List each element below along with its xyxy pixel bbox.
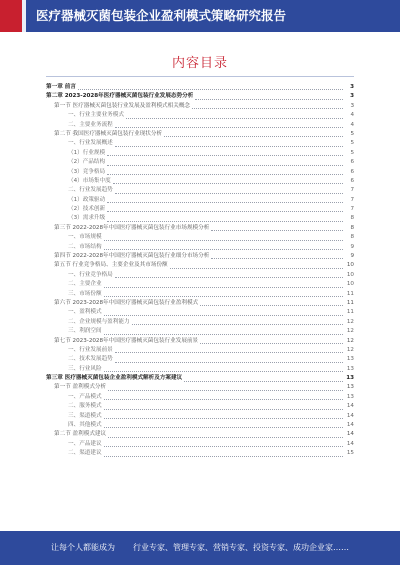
toc-entry-label: （4）市场集中度	[68, 177, 111, 184]
toc-leader-dots	[108, 389, 343, 391]
footer-item: 投资专家	[253, 543, 285, 552]
toc-entry-label: 一、产品模式	[68, 393, 102, 400]
toc-entry-page: 7	[350, 196, 354, 203]
toc-entry-label: 二、企业规模与盈利能力	[68, 318, 130, 325]
toc-leader-dots	[192, 107, 343, 109]
toc-leader-dots	[107, 201, 343, 203]
footer-item: 成功企业家……	[293, 543, 349, 552]
toc-leader-dots	[107, 173, 343, 175]
toc-entry-label: 第五节 行业竞争格局、主要企业及其市场份额	[54, 262, 168, 269]
toc-entry-page: 5	[350, 130, 354, 137]
toc-entry[interactable]	[46, 83, 354, 92]
toc-entry[interactable]	[46, 393, 354, 402]
toc-entry[interactable]	[46, 346, 354, 355]
toc-leader-dots	[115, 126, 343, 128]
toc-entry[interactable]	[46, 158, 354, 167]
toc-entry[interactable]	[46, 243, 354, 252]
toc-leader-dots	[115, 276, 343, 278]
toc-divider	[46, 76, 354, 77]
toc-entry[interactable]	[46, 224, 354, 233]
toc-entry-label: 第一章 前言	[46, 83, 76, 90]
toc-entry-page: 10	[346, 281, 354, 288]
toc-entry-label: 第一节 盈利模式分析	[54, 384, 107, 391]
toc-entry[interactable]	[46, 318, 354, 327]
toc-entry-label: 一、行业主要业务模式	[68, 112, 124, 119]
toc-leader-dots	[195, 98, 343, 100]
toc-leader-dots	[113, 182, 343, 184]
toc-entry-label: （3）竞争格局	[68, 168, 106, 175]
toc-leader-dots	[115, 192, 343, 194]
toc-entry-label: 二、市场结构	[68, 243, 102, 250]
toc-entry[interactable]	[46, 374, 354, 383]
page-footer	[0, 531, 400, 565]
toc-entry-label: 二、行业发展趋势	[68, 187, 113, 194]
toc-entry-label: 一、市场规模	[68, 234, 102, 241]
toc-leader-dots	[104, 408, 343, 410]
toc-entry[interactable]	[46, 280, 354, 289]
toc-entry[interactable]	[46, 430, 354, 439]
toc-leader-dots	[107, 164, 343, 166]
toc-leader-dots	[107, 220, 343, 222]
toc-leader-dots	[200, 304, 343, 306]
toc-entry-page: 13	[346, 356, 354, 363]
toc-entry-label: 一、行业发展概述	[68, 140, 113, 147]
toc-entry-page: 14	[346, 422, 354, 429]
toc-entry-page: 9	[350, 253, 354, 260]
toc-leader-dots	[184, 380, 343, 382]
toc-entry-label: 第三章 医疗器械灭菌包装企业盈利模式解析及方案建议	[46, 375, 183, 382]
toc-entry-page: 4	[350, 112, 354, 119]
toc-entry-label: 第一节 医疗器械灭菌包装行业发展及盈利模式相关概念	[54, 102, 191, 109]
toc-entry-page: 12	[346, 337, 354, 344]
toc-heading: 内容目录	[171, 56, 228, 71]
toc-entry[interactable]	[46, 440, 354, 449]
toc-leader-dots	[104, 314, 343, 316]
toc-entry-label: 第二章 2023-2028年医疗器械灭菌包装行业发展态势分析	[46, 93, 194, 100]
toc-entry-page: 7	[350, 187, 354, 194]
toc-leader-dots	[104, 398, 343, 400]
toc-entry[interactable]	[46, 196, 354, 205]
footer-slogan: 让每个人都能成为 行业专家、管理专家、营销专家、投资专家、成功企业家……	[51, 543, 349, 552]
toc-entry-label: 第三节 2022-2028年中国医疗器械灭菌包装行业市场规模分析	[54, 224, 210, 231]
footer-item: 管理专家	[173, 543, 205, 552]
toc-entry[interactable]	[46, 384, 354, 393]
toc-leader-dots	[104, 417, 343, 419]
toc-leader-dots	[115, 351, 343, 353]
toc-leader-dots	[170, 267, 343, 269]
toc-entry-page: 13	[346, 375, 354, 382]
toc-entry-label: （1）行业规模	[68, 149, 106, 156]
toc-entry-label: 二、渠道建议	[68, 450, 102, 457]
toc-entry-page: 12	[346, 346, 354, 353]
toc-entry[interactable]	[46, 365, 354, 374]
toc-entry-label: 三、行业风险	[68, 365, 102, 372]
toc-leader-dots	[104, 295, 343, 297]
toc-entry-label: 一、盈利模式	[68, 309, 102, 316]
toc-leader-dots	[164, 135, 343, 137]
table-of-contents	[46, 83, 354, 459]
toc-leader-dots	[104, 426, 343, 428]
toc-entry-label: 四、其他模式	[68, 422, 102, 429]
toc-leader-dots	[104, 455, 343, 457]
toc-entry[interactable]	[46, 337, 354, 346]
toc-entry[interactable]	[46, 111, 354, 120]
toc-entry-label: 三、渠道模式	[68, 412, 102, 419]
toc-entry[interactable]	[46, 308, 354, 317]
toc-entry-label: （2）技术创新	[68, 206, 106, 213]
toc-entry[interactable]	[46, 92, 354, 101]
toc-entry[interactable]	[46, 355, 354, 364]
toc-entry-page: 3	[350, 102, 354, 109]
toc-entry[interactable]	[46, 412, 354, 421]
footer-item: 营销专家	[213, 543, 245, 552]
toc-leader-dots	[126, 117, 343, 119]
toc-leader-dots	[211, 257, 343, 259]
toc-entry-label: 一、行业发展前景	[68, 346, 113, 353]
toc-entry-page: 8	[350, 234, 354, 241]
toc-entry[interactable]	[46, 327, 354, 336]
toc-leader-dots	[108, 436, 343, 438]
toc-entry[interactable]	[46, 421, 354, 430]
toc-entry[interactable]	[46, 139, 354, 148]
toc-entry-page: 8	[350, 224, 354, 231]
toc-entry-page: 14	[346, 403, 354, 410]
footer-lead: 让每个人都能成为	[51, 543, 115, 552]
toc-entry-label: 一、行业竞争格局	[68, 271, 113, 278]
toc-entry-label: 三、市场份额	[68, 290, 102, 297]
toc-entry-page: 14	[346, 431, 354, 438]
toc-entry-page: 12	[346, 318, 354, 325]
toc-entry-page: 14	[346, 440, 354, 447]
toc-entry-page: 13	[346, 393, 354, 400]
toc-leader-dots	[200, 342, 343, 344]
toc-entry[interactable]	[46, 149, 354, 158]
toc-entry[interactable]	[46, 205, 354, 214]
toc-entry-page: 10	[346, 262, 354, 269]
toc-entry-page: 11	[346, 290, 354, 297]
toc-leader-dots	[115, 361, 343, 363]
page-header	[0, 0, 400, 32]
toc-leader-dots	[104, 445, 343, 447]
toc-entry-page: 6	[350, 168, 354, 175]
toc-entry-label: 第二节 盈利模式建议	[54, 431, 107, 438]
header-accent-stripe	[22, 0, 26, 32]
toc-leader-dots	[104, 239, 343, 241]
toc-entry-label: 一、产品建议	[68, 440, 102, 447]
toc-entry-label: 二、主要业务流程	[68, 121, 113, 128]
toc-entry[interactable]	[46, 290, 354, 299]
toc-entry-label: 三、利润空间	[68, 328, 102, 335]
toc-entry-page: 10	[346, 271, 354, 278]
toc-entry-page: 12	[346, 328, 354, 335]
toc-entry[interactable]	[46, 130, 354, 139]
toc-entry[interactable]	[46, 252, 354, 261]
toc-entry[interactable]	[46, 102, 354, 111]
toc-entry-page: 9	[350, 243, 354, 250]
toc-entry-page: 5	[350, 140, 354, 147]
header-accent-bar	[0, 0, 22, 32]
toc-entry[interactable]	[46, 121, 354, 130]
toc-entry-label: 二、主要企业	[68, 281, 102, 288]
toc-entry-label: 第二节 我国医疗器械灭菌包装行业现状分析	[54, 130, 163, 137]
toc-entry-page: 13	[346, 384, 354, 391]
toc-entry-page: 15	[346, 450, 354, 457]
toc-entry[interactable]	[46, 214, 354, 223]
toc-entry-page: 11	[346, 309, 354, 316]
toc-leader-dots	[211, 229, 343, 231]
toc-leader-dots	[107, 154, 343, 156]
toc-entry-label: 二、技术发展趋势	[68, 356, 113, 363]
toc-entry-page: 3	[350, 83, 354, 90]
toc-leader-dots	[104, 370, 343, 372]
toc-entry[interactable]	[46, 271, 354, 280]
toc-leader-dots	[104, 248, 343, 250]
toc-entry-page: 4	[350, 121, 354, 128]
toc-entry-label: （1）政策驱动	[68, 196, 106, 203]
toc-entry[interactable]	[46, 233, 354, 242]
toc-leader-dots	[104, 333, 343, 335]
toc-entry[interactable]	[46, 299, 354, 308]
toc-entry[interactable]	[46, 186, 354, 195]
toc-entry[interactable]	[46, 449, 354, 458]
toc-entry[interactable]	[46, 402, 354, 411]
toc-entry-label: （2）产品结构	[68, 159, 106, 166]
toc-entry-page: 14	[346, 412, 354, 419]
toc-leader-dots	[104, 286, 343, 288]
toc-entry-label: 二、服务模式	[68, 403, 102, 410]
toc-entry-label: （3）需求升级	[68, 215, 106, 222]
toc-entry-page: 5	[350, 149, 354, 156]
toc-entry-page: 7	[350, 206, 354, 213]
toc-entry[interactable]	[46, 261, 354, 270]
report-title: 医疗器械灭菌包装企业盈利模式策略研究报告	[36, 8, 287, 23]
toc-entry[interactable]	[46, 168, 354, 177]
toc-entry-label: 第七节 2023-2028年中国医疗器械灭菌包装行业发展前景	[54, 337, 199, 344]
toc-entry-page: 11	[346, 299, 354, 306]
toc-entry-page: 13	[346, 365, 354, 372]
toc-entry-page: 8	[350, 215, 354, 222]
toc-leader-dots	[132, 323, 343, 325]
toc-entry-page: 6	[350, 159, 354, 166]
footer-item: 行业专家	[133, 543, 165, 552]
toc-leader-dots	[107, 210, 343, 212]
toc-entry-label: 第四节 2022-2028年中国医疗器械灭菌包装行业细分市场分析	[54, 253, 210, 260]
toc-entry-label: 第六节 2023-2028年中国医疗器械灭菌包装行业盈利模式	[54, 299, 199, 306]
toc-leader-dots	[78, 88, 343, 90]
toc-entry[interactable]	[46, 177, 354, 186]
toc-entry-page: 3	[350, 93, 354, 100]
toc-leader-dots	[115, 145, 343, 147]
toc-entry-page: 6	[350, 177, 354, 184]
